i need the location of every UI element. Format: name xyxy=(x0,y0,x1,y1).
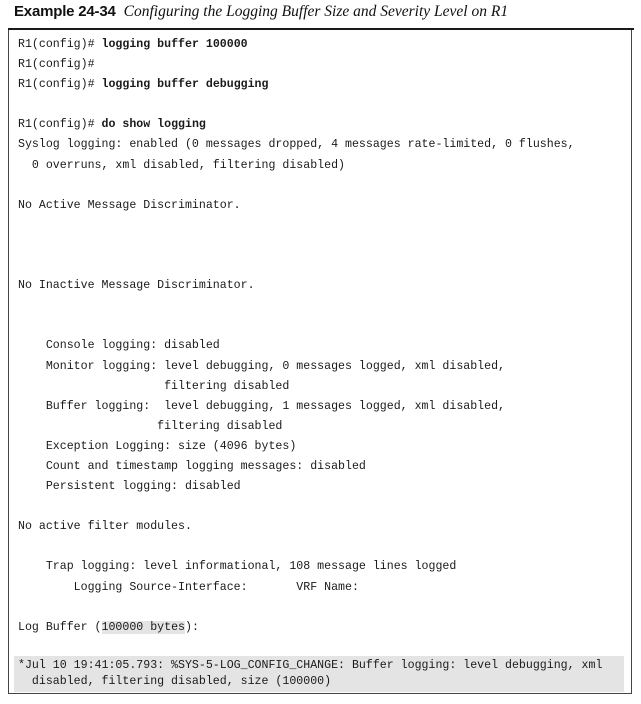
monitor-logging-cont: filtering disabled xyxy=(18,379,290,393)
syslog-status: Syslog logging: enabled (0 messages dropped, 4 messages rate-limited, 0 flushes, xyxy=(18,138,575,152)
log-entry xyxy=(18,658,602,690)
blank-line xyxy=(18,316,575,336)
example-title: Configuring the Logging Buffer Size and Severity Level on R1 xyxy=(123,3,509,20)
log-buffer-suffix: ): xyxy=(185,620,199,634)
command-logging-buffer-size: logging buffer 100000 xyxy=(101,38,248,51)
command-show-logging: do show logging xyxy=(101,118,206,132)
blank-line xyxy=(18,598,575,618)
buffer-logging-cont: filtering disabled xyxy=(18,419,283,433)
source-interface: Logging Source-Interface: VRF Name: xyxy=(18,580,359,594)
command-line xyxy=(18,55,575,75)
blank-line xyxy=(18,216,575,236)
console-logging: Console logging: disabled xyxy=(18,339,220,353)
blank-line xyxy=(18,236,575,256)
example-caption xyxy=(14,3,508,25)
example-number: Example 24-34 xyxy=(14,3,116,20)
trap-logging: Trap logging: level informational, 108 message lines logged xyxy=(18,560,457,574)
blank-line xyxy=(18,256,575,276)
monitor-logging: Monitor logging: level debugging, 0 messages logged, xml disabled, xyxy=(18,359,506,373)
syslog-status-cont: 0 overruns, xml disabled, filtering disabled) xyxy=(18,158,345,172)
inactive-discriminator: No Inactive Message Discriminator. xyxy=(18,279,255,293)
blank-line xyxy=(18,537,575,557)
terminal-output xyxy=(18,35,575,638)
active-discriminator: No Active Message Discriminator. xyxy=(18,198,241,212)
count-timestamp-logging: Count and timestamp logging messages: disabled xyxy=(18,459,366,473)
log-entry-line-cont: disabled, filtering disabled, size (100000) xyxy=(18,675,332,688)
cli-prompt: R1(config)# xyxy=(18,58,95,72)
command-line xyxy=(18,75,575,95)
persistent-logging: Persistent logging: disabled xyxy=(18,480,241,494)
log-buffer-line xyxy=(18,618,575,638)
command-logging-buffer-level: logging buffer debugging xyxy=(101,78,269,92)
buffer-logging: Buffer logging: level debugging, 1 messages logged, xml disabled, xyxy=(18,399,506,413)
command-line xyxy=(18,35,575,55)
blank-line xyxy=(18,296,575,316)
filter-modules: No active filter modules. xyxy=(18,520,192,534)
blank-line xyxy=(18,95,575,115)
log-buffer-size: 100000 bytes xyxy=(101,620,185,634)
log-buffer-prefix: Log Buffer ( xyxy=(18,620,102,634)
blank-line xyxy=(18,497,575,517)
log-entry-line: *Jul 10 19:41:05.793: %SYS-5-LOG_CONFIG_CHANGE: Buffer logging: level debugging, xml xyxy=(18,659,603,672)
cli-prompt: R1(config)# xyxy=(18,118,95,132)
command-line xyxy=(18,115,575,135)
blank-line xyxy=(18,176,575,196)
exception-logging: Exception Logging: size (4096 bytes) xyxy=(18,439,297,453)
cli-prompt: R1(config)# xyxy=(18,38,95,51)
cli-prompt: R1(config)# xyxy=(18,78,95,92)
